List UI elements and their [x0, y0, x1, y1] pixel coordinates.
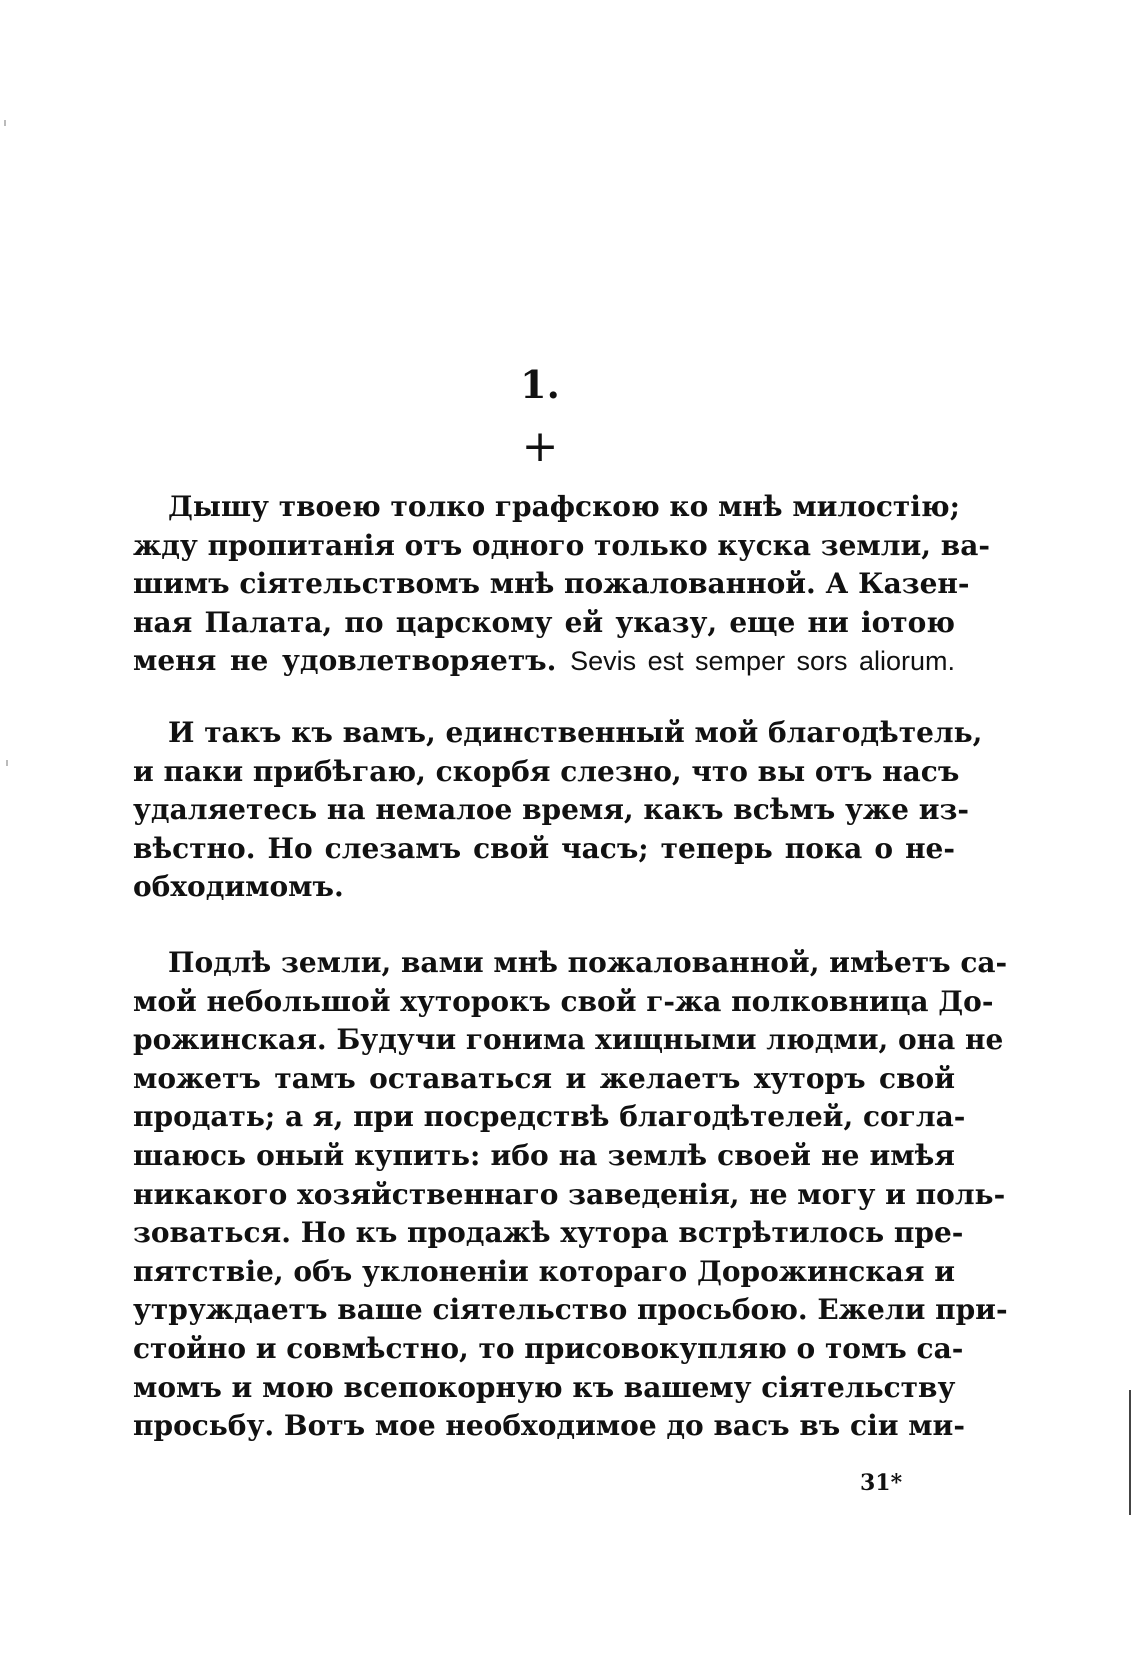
scan-speck [6, 760, 8, 766]
paragraph-line: шимъ сіятельствомъ мнѣ пожалованной. А Казен- [133, 567, 970, 601]
paragraph-line: И такъ къ вамъ, единственный мой благодѣтель, [168, 716, 983, 749]
paragraph-line: рожинская. Будучи гонима хищными людми, она не [133, 1023, 1004, 1057]
page-signature-mark: 31* [860, 1470, 903, 1496]
paragraph-line: ная Палата, по царскому ей указу, еще ни іотою [133, 605, 955, 639]
paragraph-line-russian: меня не удовлетворяетъ. [133, 644, 557, 678]
paragraph-line: зоваться. Но къ продажѣ хутора встрѣтилось пре- [133, 1216, 964, 1250]
paragraph-line: можетъ тамъ оставаться и желаетъ хуторъ свой [133, 1061, 955, 1095]
paragraph-line: мой небольшой хуторокъ свой г-жа полковница До- [133, 984, 994, 1018]
paragraph-line [133, 642, 955, 681]
cross-icon: + [521, 421, 559, 472]
paragraph-line: удаляетесь на немалое время, какъ всѣмъ уже из- [133, 793, 969, 827]
paragraph-line: продать; а я, при посредствѣ благодѣтелей, согла- [133, 1100, 966, 1134]
paragraph-line: стойно и совмѣстно, то присовокупляю о томъ са- [133, 1331, 964, 1365]
paragraph-line: никакого хозяйственнаго заведенія, не могу и поль- [133, 1177, 1006, 1211]
paragraph-line: обходимомъ. [133, 870, 344, 904]
paragraph-line: Подлѣ земли, вами мнѣ пожалованной, имѣетъ са- [168, 946, 1008, 979]
paragraph-line: просьбу. Вотъ мое необходимое до васъ въ сіи ми- [133, 1409, 965, 1443]
letter-number: 1. [520, 362, 560, 407]
paragraph-line: Дышу твоею толко графскою ко мнѣ милостію; [168, 490, 960, 523]
paragraph-1 [133, 488, 990, 681]
paragraph-line: вѣстно. Но слезамъ свой часъ; теперь пока о не- [133, 831, 955, 865]
paragraph-line: пятствіе, объ уклоненіи котораго Дорожинская и [133, 1254, 955, 1288]
margin-rule [1129, 1390, 1131, 1515]
paragraph-line: момъ и мою всепокорную къ вашему сіятельству [133, 1370, 956, 1404]
scan-speck [4, 120, 6, 126]
paragraph-line: и паки прибѣгаю, скорбя слезно, что вы отъ насъ [133, 754, 960, 788]
paragraph-line: шаюсь оный купить: ибо на землѣ своей не имѣя [133, 1138, 955, 1172]
paragraph-line: утруждаетъ ваше сіятельство просьбою. Ежели при- [133, 1293, 1008, 1327]
paragraph-3 [133, 944, 1008, 1446]
latin-phrase: Sevis est semper sors aliorum. [570, 646, 956, 677]
paragraph-2 [133, 714, 983, 907]
paragraph-line: жду пропитанія отъ одного только куска земли, ва- [133, 528, 990, 562]
